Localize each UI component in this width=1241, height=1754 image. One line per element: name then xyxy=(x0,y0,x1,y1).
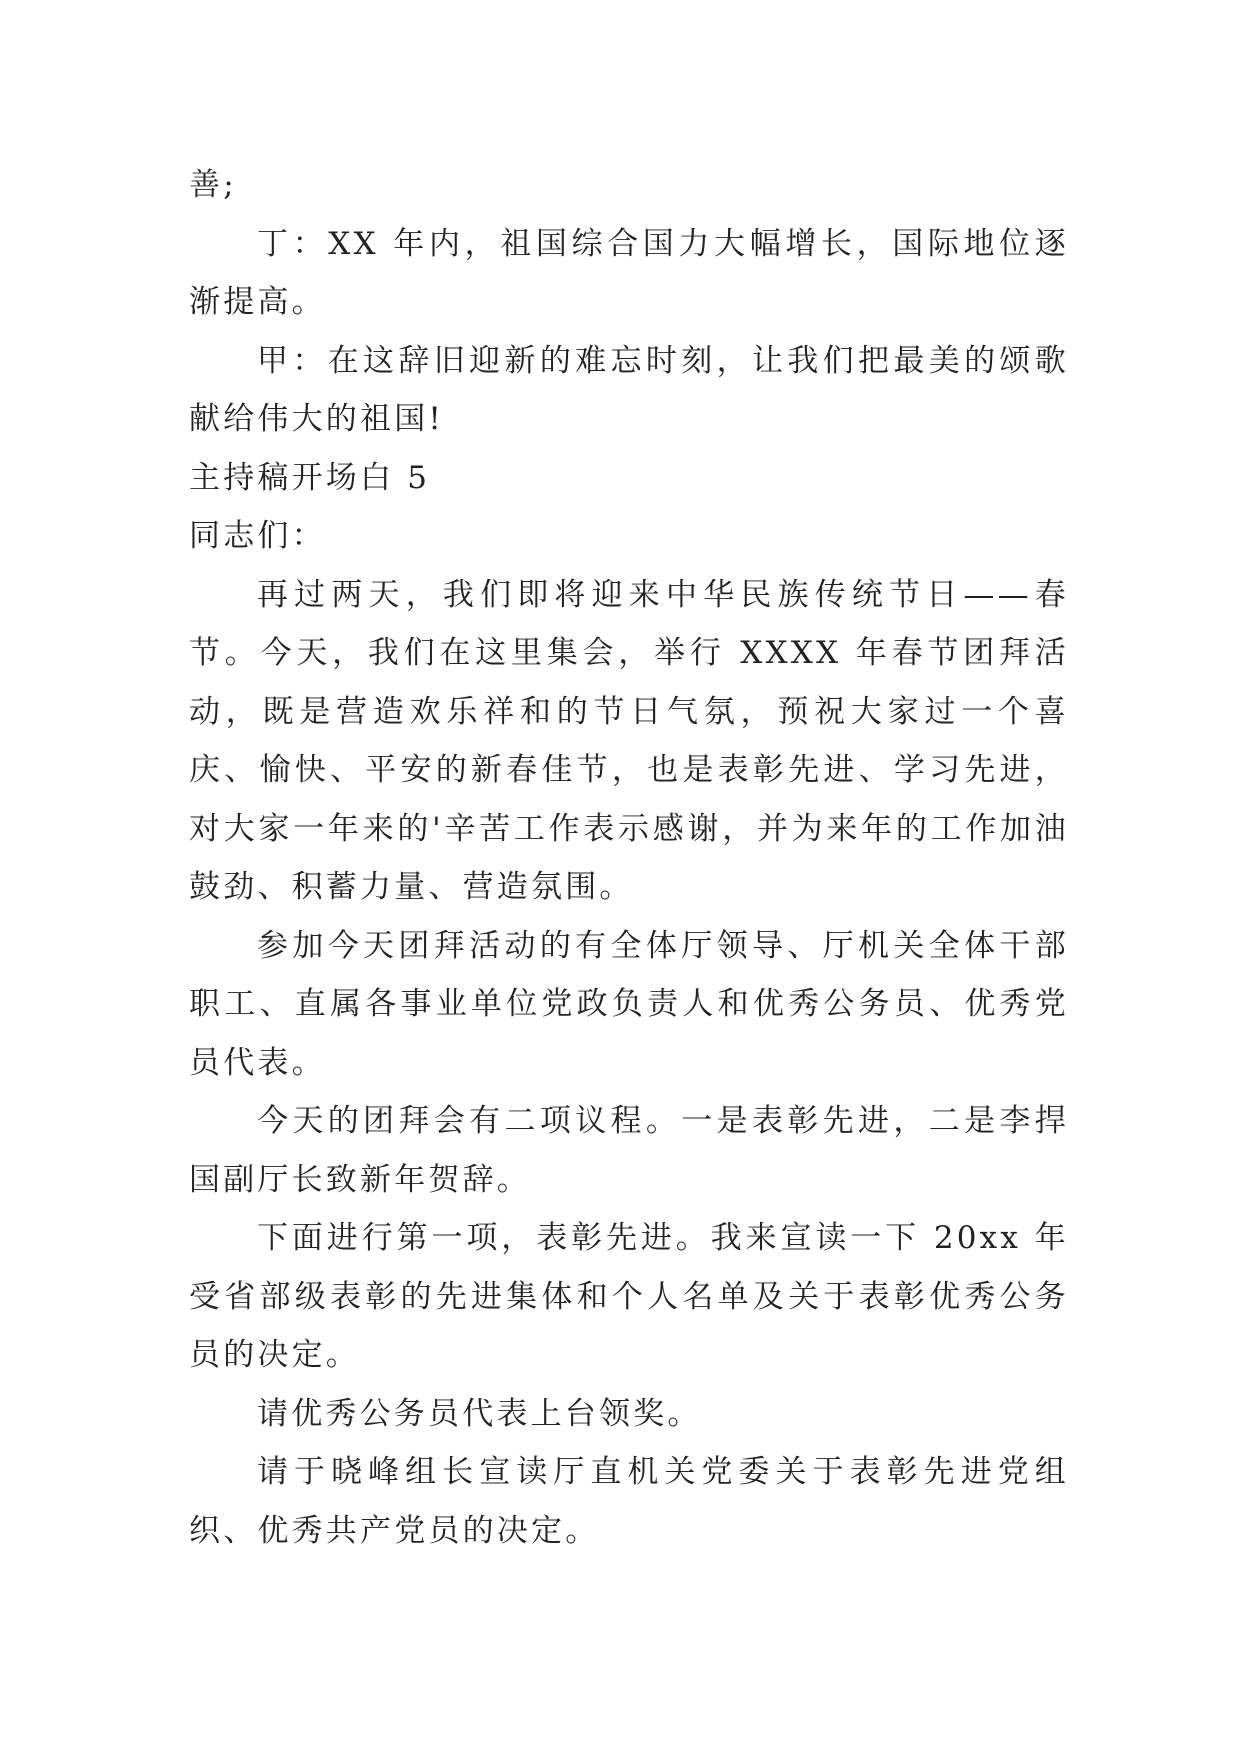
paragraph: 请优秀公务员代表上台领奖。 xyxy=(257,1395,702,1432)
paragraph: 再过两天，我们即将迎来中华民族传统节日——春节。今天，我们在这里集会，举行 XXXX 年春节团拜活动，既是营造欢乐祥和的节日气氛，预祝大家过一个喜庆、愉快、平安的新春佳节，也是表彰先进、学习先进，对大家一年来的'辛苦工作表示感谢，并为来年的工作加油鼓劲、积蓄力量、营造氛围。 xyxy=(189,576,1069,905)
paragraph: 今天的团拜会有二项议程。一是表彰先进，二是李捍国副厅长致新年贺辞。 xyxy=(189,1103,1069,1198)
paragraph: 参加今天团拜活动的有全体厅领导、厅机关全体干部职工、直属各事业单位党政负责人和优秀公务员、优秀党员代表。 xyxy=(189,927,1069,1081)
paragraph: 甲：在这辞旧迎新的难忘时刻，让我们把最美的颂歌献给伟大的祖国! xyxy=(189,342,1069,437)
paragraph: 下面进行第一项，表彰先进。我来宣读一下 20xx 年受省部级表彰的先进集体和个人名单及关于表彰优秀公务员的决定。 xyxy=(189,1220,1069,1373)
salutation: 同志们： xyxy=(189,518,326,554)
section-heading: 主持稿开场白 5 xyxy=(189,459,431,496)
paragraph: 请于晓峰组长宣读厅直机关党委关于表彰先进党组织、优秀共产党员的决定。 xyxy=(189,1454,1069,1549)
document-body xyxy=(189,156,1069,1560)
paragraph: 丁：XX 年内，祖国综合国力大幅增长，国际地位逐渐提高。 xyxy=(189,225,1069,320)
paragraph: 善; xyxy=(189,167,237,203)
